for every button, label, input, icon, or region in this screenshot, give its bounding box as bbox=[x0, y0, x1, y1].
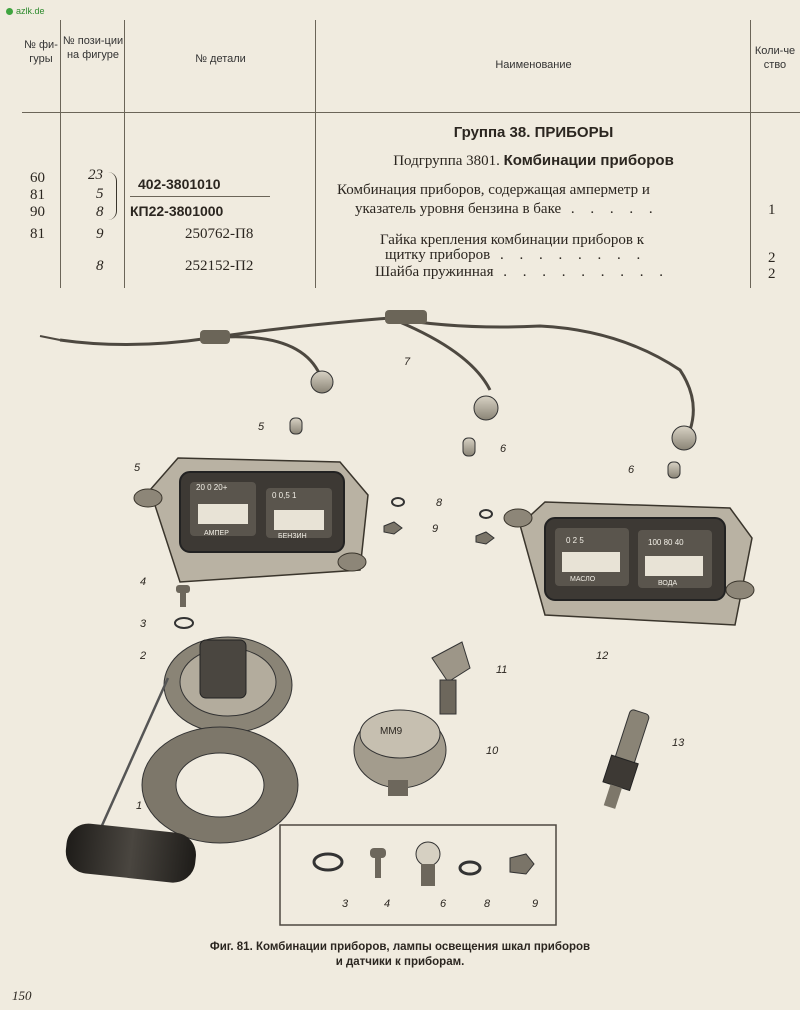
gauge-label: МАСЛО bbox=[570, 576, 596, 583]
harness-sleeve bbox=[385, 310, 427, 324]
callout-number: 6 bbox=[628, 464, 635, 476]
fig-number: 81 bbox=[30, 226, 45, 242]
position-number: 23 bbox=[88, 167, 103, 183]
header-position-number: № пози-ции на фигуре bbox=[62, 35, 124, 61]
lamp-bulb bbox=[290, 418, 302, 434]
callout-number: 1 bbox=[136, 800, 143, 812]
header-rule bbox=[22, 112, 800, 113]
screw bbox=[370, 848, 386, 878]
oil-pressure-sensor bbox=[354, 710, 446, 796]
callout-number: 4 bbox=[384, 898, 391, 910]
gauge-label: БЕНЗИН bbox=[278, 533, 307, 540]
nut bbox=[384, 522, 402, 534]
subgroup-name: Комбинации приборов bbox=[503, 152, 674, 169]
part-number: 250762-П8 bbox=[185, 226, 254, 242]
column-divider bbox=[750, 20, 751, 288]
parts-illustration bbox=[0, 290, 800, 940]
callout-number: 5 bbox=[258, 421, 265, 433]
column-divider bbox=[315, 20, 316, 288]
item-name: Гайка крепления комбинации приборов к bbox=[380, 232, 644, 248]
callout-number: 13 bbox=[672, 737, 685, 749]
column-divider bbox=[60, 20, 61, 288]
fig-number: 81 bbox=[30, 187, 45, 203]
callout-number: 12 bbox=[596, 650, 609, 662]
position-number: 8 bbox=[96, 258, 104, 274]
position-number: 5 bbox=[96, 186, 104, 202]
washer bbox=[314, 854, 342, 870]
item-quantity: 2 bbox=[768, 250, 776, 266]
instrument-cluster-oil-water bbox=[504, 502, 754, 625]
item-name: щитку приборов . . . . . . . . bbox=[385, 247, 647, 263]
caption-line: и датчики к приборам. bbox=[335, 956, 465, 968]
item-quantity: 2 bbox=[768, 266, 776, 282]
subgroup-prefix: Подгруппа 3801. bbox=[393, 153, 500, 169]
fig-number: 90 bbox=[30, 204, 45, 220]
screw bbox=[176, 585, 190, 607]
washer bbox=[460, 862, 480, 874]
callout-number: 7 bbox=[404, 356, 411, 368]
callout-number: 3 bbox=[342, 898, 349, 910]
fig-number: 60 bbox=[30, 170, 45, 186]
callout-number: 5 bbox=[134, 462, 141, 474]
washer bbox=[175, 618, 193, 628]
callout-number: 6 bbox=[500, 443, 507, 455]
page-number: 150 bbox=[12, 988, 32, 1003]
callout-number: 8 bbox=[484, 898, 491, 910]
wiring-harness bbox=[40, 318, 693, 430]
washer bbox=[392, 498, 404, 506]
connector-plug bbox=[672, 426, 696, 450]
gauge-scale: 100 80 40 bbox=[648, 538, 684, 547]
harness-sleeve bbox=[200, 330, 230, 344]
callout-number: 3 bbox=[140, 618, 147, 630]
item-name: Шайба пружинная . . . . . . . . . bbox=[375, 264, 669, 280]
gauge-scale: 20 0 20+ bbox=[196, 483, 228, 492]
header-name: Наименование bbox=[495, 59, 572, 71]
sensor-gasket bbox=[142, 727, 298, 843]
item-name: указатель уровня бензина в баке . . . . . bbox=[355, 201, 659, 217]
connector-plug bbox=[311, 371, 333, 393]
part-divider bbox=[130, 196, 270, 197]
nut bbox=[510, 854, 534, 874]
callout-number: 9 bbox=[432, 523, 439, 535]
subgroup-title bbox=[317, 152, 750, 170]
part-number: 252152-П2 bbox=[185, 258, 254, 274]
grouping-brace bbox=[108, 172, 117, 220]
callout-number: 10 bbox=[486, 745, 499, 757]
part-number: КП22-3801000 bbox=[130, 203, 224, 219]
gauge-label: АМПЕР bbox=[204, 530, 229, 537]
item-name: Комбинация приборов, содержащая амперметр и bbox=[337, 182, 650, 198]
position-number: 9 bbox=[96, 226, 104, 242]
instrument-cluster-ammeter-fuel bbox=[134, 458, 368, 582]
inset-box bbox=[280, 825, 556, 925]
position-number: 8 bbox=[96, 204, 104, 220]
header-part-number: № детали bbox=[195, 53, 246, 65]
temperature-sensor-elbow bbox=[432, 642, 470, 714]
header-fig-number: № фи-гуры bbox=[24, 39, 58, 65]
gauge-label: ВОДА bbox=[658, 580, 678, 587]
gauge-scale: 0 2 5 bbox=[566, 536, 584, 545]
figure-caption bbox=[80, 940, 720, 970]
callout-number: 4 bbox=[140, 576, 147, 588]
nut bbox=[476, 532, 494, 544]
group-title: Группа 38. ПРИБОРЫ bbox=[453, 124, 614, 141]
callout-number: 6 bbox=[440, 898, 447, 910]
lamp-bulb bbox=[416, 842, 440, 886]
water-temperature-sensor bbox=[596, 708, 654, 812]
callout-number: 11 bbox=[496, 664, 508, 676]
item-quantity: 1 bbox=[768, 202, 776, 218]
gauge-scale: 0 0,5 1 bbox=[272, 491, 297, 500]
callout-number: 2 bbox=[140, 650, 147, 662]
header-quantity: Коли-че ство bbox=[754, 45, 796, 71]
lamp-bulb bbox=[668, 462, 680, 478]
caption-line: Фиг. 81. Комбинации приборов, лампы освещения шкал приборов bbox=[209, 941, 591, 953]
site-watermark: azlk.de bbox=[6, 6, 45, 16]
callout-number: 8 bbox=[436, 497, 443, 509]
column-divider bbox=[124, 20, 125, 288]
lamp-bulb bbox=[463, 438, 475, 456]
callout-number: 9 bbox=[532, 898, 539, 910]
sensor-marking: ММ9 bbox=[380, 726, 403, 737]
connector-plug bbox=[474, 396, 498, 420]
washer bbox=[480, 510, 492, 518]
part-number: 402-3801010 bbox=[138, 176, 221, 192]
